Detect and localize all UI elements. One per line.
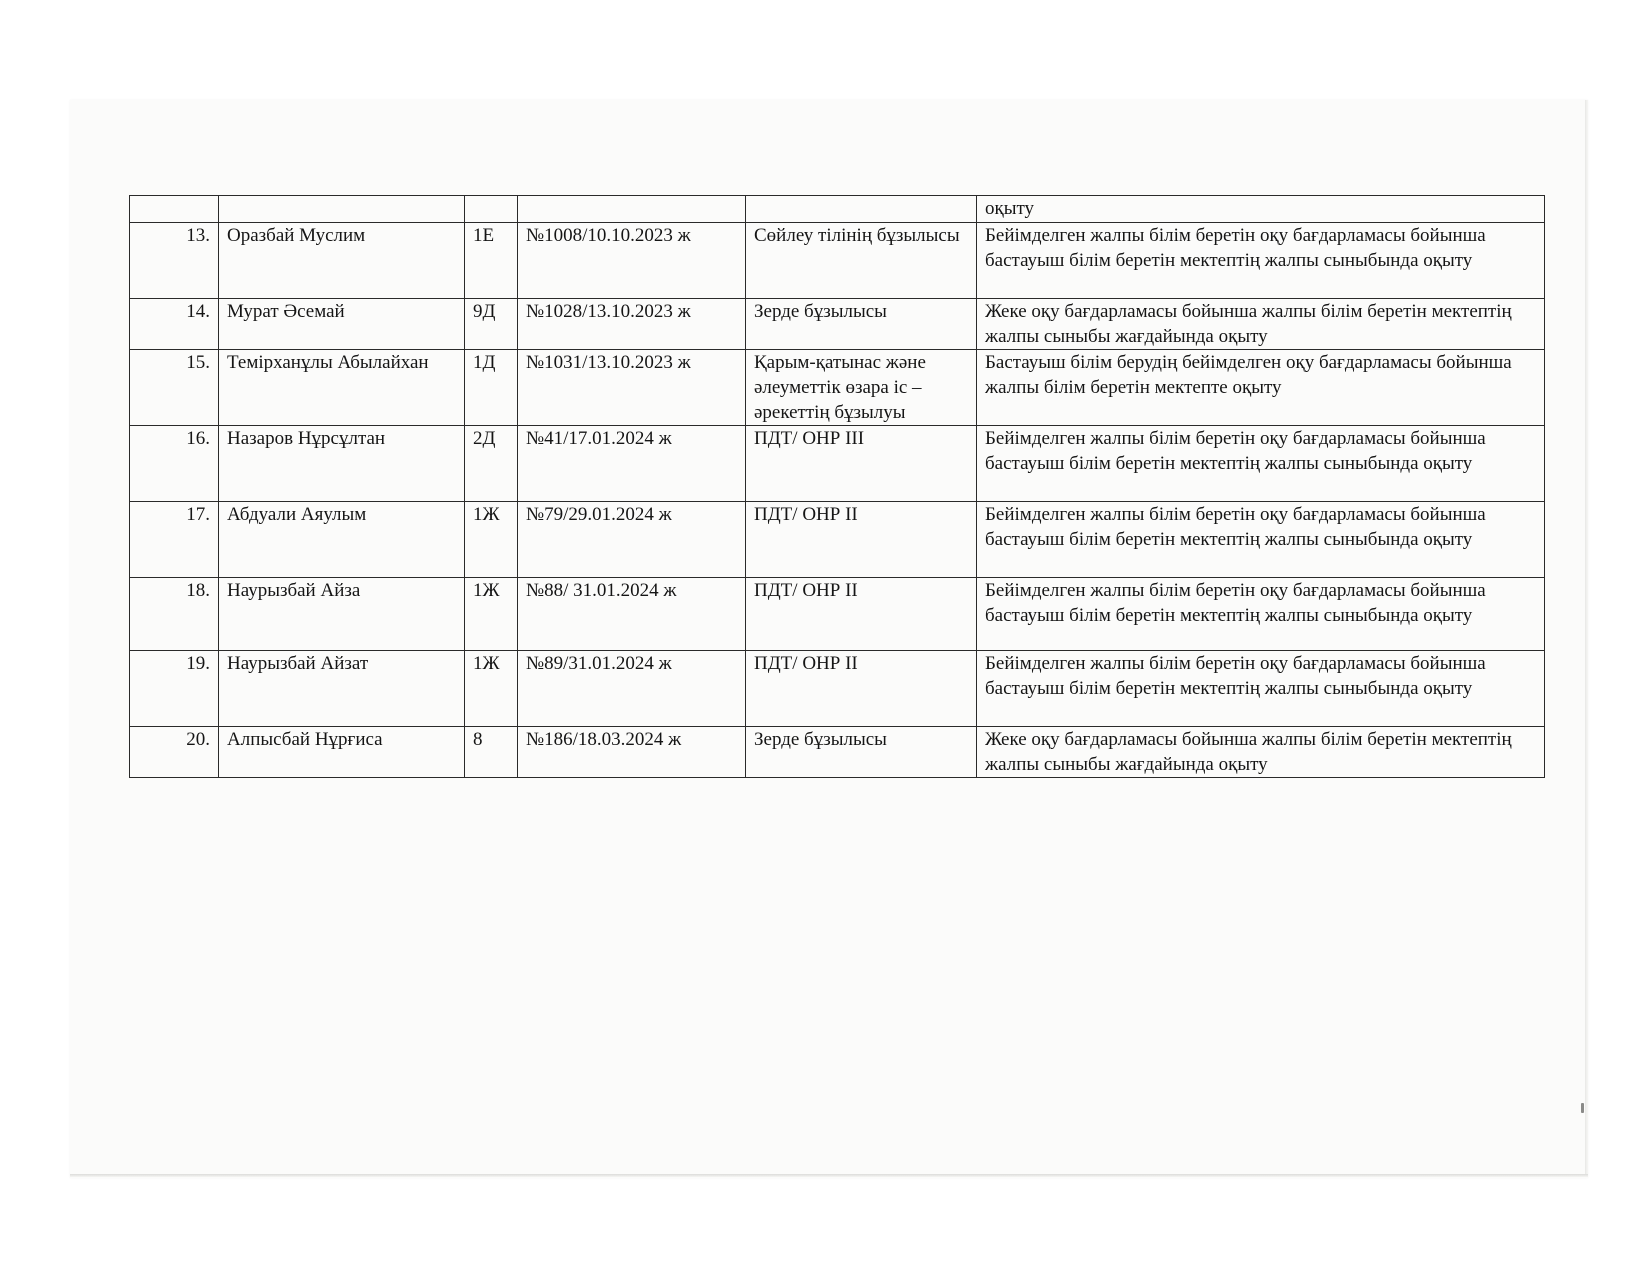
table-row-continuation [130,196,1545,223]
cell-num: 20. [130,727,219,778]
cell-name: Наурызбай Айза [219,578,465,651]
cell-diagnosis: ПДТ/ ОНР II [746,651,977,727]
cell-doc: №41/17.01.2024 ж [518,426,746,502]
cell-name: Наурызбай Айзат [219,651,465,727]
cell-name: Алпысбай Нұрғиса [219,727,465,778]
cell-diagnosis: ПДТ/ ОНР II [746,502,977,578]
table-row [130,299,1545,350]
cell-name: Абдуали Аяулым [219,502,465,578]
cell-program: Бейімделген жалпы білім беретін оқу бағдарламасы бойынша бастауыш білім беретін мектептің жалпы сыныбында оқыту [977,426,1545,502]
cell-class: 8 [465,727,518,778]
cell-program: Бастауыш білім берудің бейімделген оқу бағдарламасы бойынша жалпы білім беретін мектепте оқыту [977,350,1545,426]
cell-doc: №1028/13.10.2023 ж [518,299,746,350]
cell-name: Оразбай Муслим [219,223,465,299]
cell-diagnosis: Сөйлеу тілінің бұзылысы [746,223,977,299]
table-row [130,223,1545,299]
cell-program: Бейімделген жалпы білім беретін оқу бағдарламасы бойынша бастауыш білім беретін мектептің жалпы сыныбында оқыту [977,502,1545,578]
table-row [130,727,1545,778]
cell-num: 19. [130,651,219,727]
cell-doc: №88/ 31.01.2024 ж [518,578,746,651]
cell-class [465,196,518,223]
cell-program: оқыту [977,196,1545,223]
cell-program: Бейімделген жалпы білім беретін оқу бағдарламасы бойынша бастауыш білім беретін мектептің жалпы сыныбында оқыту [977,223,1545,299]
cell-name: Назаров Нұрсұлтан [219,426,465,502]
cell-name: Мурат Әсемай [219,299,465,350]
students-table [129,195,1545,778]
cell-doc: №79/29.01.2024 ж [518,502,746,578]
cell-diagnosis: Зерде бұзылысы [746,299,977,350]
cell-class: 1Ж [465,651,518,727]
cell-program: Жеке оқу бағдарламасы бойынша жалпы білім беретін мектептің жалпы сыныбы жағдайында оқыту [977,727,1545,778]
cell-diagnosis: Зерде бұзылысы [746,727,977,778]
cell-doc [518,196,746,223]
cell-diagnosis: ПДТ/ ОНР III [746,426,977,502]
page-edge-right [1585,100,1588,1175]
table-row [130,350,1545,426]
cell-class: 1Д [465,350,518,426]
cell-program: Бейімделген жалпы білім беретін оқу бағдарламасы бойынша бастауыш білім беретін мектептің жалпы сыныбында оқыту [977,651,1545,727]
cell-doc: №1031/13.10.2023 ж [518,350,746,426]
cell-class: 1Ж [465,578,518,651]
cell-class: 1Ж [465,502,518,578]
page-edge-bottom [70,1174,1588,1177]
cell-num: 16. [130,426,219,502]
cell-class: 1Е [465,223,518,299]
table-row [130,502,1545,578]
cell-num: 17. [130,502,219,578]
cell-num: 18. [130,578,219,651]
table-row [130,426,1545,502]
table-row [130,578,1545,651]
cell-num: 14. [130,299,219,350]
cell-name [219,196,465,223]
cell-diagnosis: ПДТ/ ОНР II [746,578,977,651]
table-row [130,651,1545,727]
cell-num: 15. [130,350,219,426]
cell-diagnosis: Қарым-қатынас және әлеуметтік өзара іс – әрекеттің бұзылуы [746,350,977,426]
cell-program: Бейімделген жалпы білім беретін оқу бағдарламасы бойынша бастауыш білім беретін мектептің жалпы сыныбында оқыту [977,578,1545,651]
cell-class: 2Д [465,426,518,502]
cell-class: 9Д [465,299,518,350]
cell-diagnosis [746,196,977,223]
cell-doc: №186/18.03.2024 ж [518,727,746,778]
cell-num [130,196,219,223]
cell-program: Жеке оқу бағдарламасы бойынша жалпы білім беретін мектептің жалпы сыныбы жағдайында оқыту [977,299,1545,350]
cell-num: 13. [130,223,219,299]
cell-doc: №1008/10.10.2023 ж [518,223,746,299]
cell-name: Темірханұлы Абылайхан [219,350,465,426]
scan-speck [1581,1103,1584,1113]
cell-doc: №89/31.01.2024 ж [518,651,746,727]
